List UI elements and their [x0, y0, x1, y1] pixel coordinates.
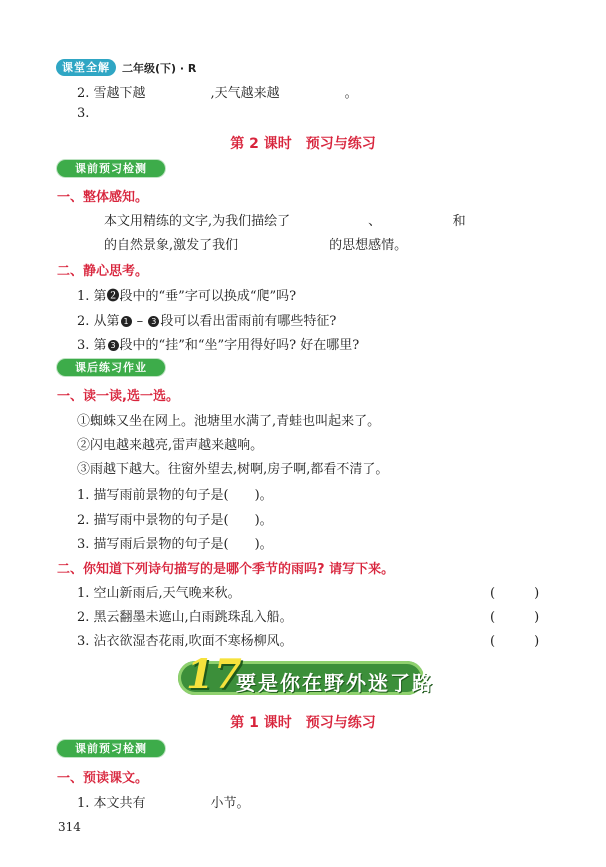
choose-question-2: 2. 描写雨中景物的句子是( )。 [77, 513, 273, 528]
section-preview-text: 一、预读课文。 [57, 771, 149, 786]
q2-range: – [132, 314, 148, 329]
unit-number: 17 [186, 651, 242, 698]
answer-blank-1: ( ) [490, 586, 540, 601]
overall-line-1: 本文用精练的文字,为我们描绘了 、 和 [104, 214, 466, 229]
paragraph-number-3: 3 [148, 316, 159, 327]
pre-class-check-badge-2: 课前预习检测 [57, 740, 165, 757]
section-overall-perception: 一、整体感知。 [57, 190, 149, 205]
q2-suffix: 段可以看出雷雨前有哪些特征? [160, 314, 337, 329]
post-class-practice-badge: 课后练习作业 [57, 359, 165, 376]
page-number: 314 [58, 820, 81, 834]
unit-17-banner [178, 651, 434, 699]
answer-blank-2: ( ) [490, 610, 540, 625]
poem-line-3: 3. 沾衣欲湿杏花雨,吹面不寒杨柳风。 [77, 634, 293, 649]
paragraph-number-3b: 3 [108, 340, 119, 351]
q3-prefix: 3. 第 [77, 338, 107, 353]
choose-question-1: 1. 描写雨前景物的句子是( )。 [77, 488, 273, 503]
book-series-badge: 课堂全解 [56, 59, 116, 76]
section-quiet-thinking: 二、静心思考。 [57, 264, 149, 279]
section-poem-season: 二、你知道下列诗句描写的是哪个季节的雨吗? 请写下来。 [57, 562, 395, 577]
unit-title: 要是你在野外迷了路 [236, 671, 434, 695]
thinking-question-1: 1. 第❷段中的“垂”字可以换成“爬”吗? [77, 289, 297, 304]
grade-label: 二年级(下) · R [122, 62, 197, 75]
thinking-question-2 [77, 310, 336, 329]
section-read-and-choose: 一、读一读,选一选。 [57, 389, 179, 404]
lesson-1-title: 第 1 课时 预习与练习 [230, 715, 376, 731]
answer-blank-3: ( ) [490, 634, 540, 649]
poem-line-2: 2. 黑云翻墨未遮山,白雨跳珠乱入船。 [77, 610, 293, 625]
preview-item-1: 1. 本文共有 小节。 [77, 796, 250, 811]
fill-item-3: 3. [77, 106, 90, 121]
q3-suffix: 段中的“挂”和“坐”字用得好吗? 好在哪里? [119, 338, 360, 353]
option-2: ②闪电越来越亮,雷声越来越响。 [77, 438, 264, 453]
pre-class-check-badge: 课前预习检测 [57, 160, 165, 177]
paragraph-number-1: 1 [121, 316, 132, 327]
overall-line-2: 的自然景象,激发了我们 的思想感情。 [104, 238, 408, 253]
option-1: ①蜘蛛又坐在网上。池塘里水满了,青蛙也叫起来了。 [77, 414, 381, 429]
option-3: ③雨越下越大。往窗外望去,树啊,房子啊,都看不清了。 [77, 462, 389, 477]
choose-question-3: 3. 描写雨后景物的句子是( )。 [77, 537, 273, 552]
q2-prefix: 2. 从第 [77, 314, 120, 329]
fill-item-2: 2. 雪越下越 ,天气越来越 。 [77, 86, 358, 101]
thinking-question-3 [77, 334, 359, 353]
poem-line-1: 1. 空山新雨后,天气晚来秋。 [77, 586, 241, 601]
lesson-2-title: 第 2 课时 预习与练习 [230, 136, 376, 152]
